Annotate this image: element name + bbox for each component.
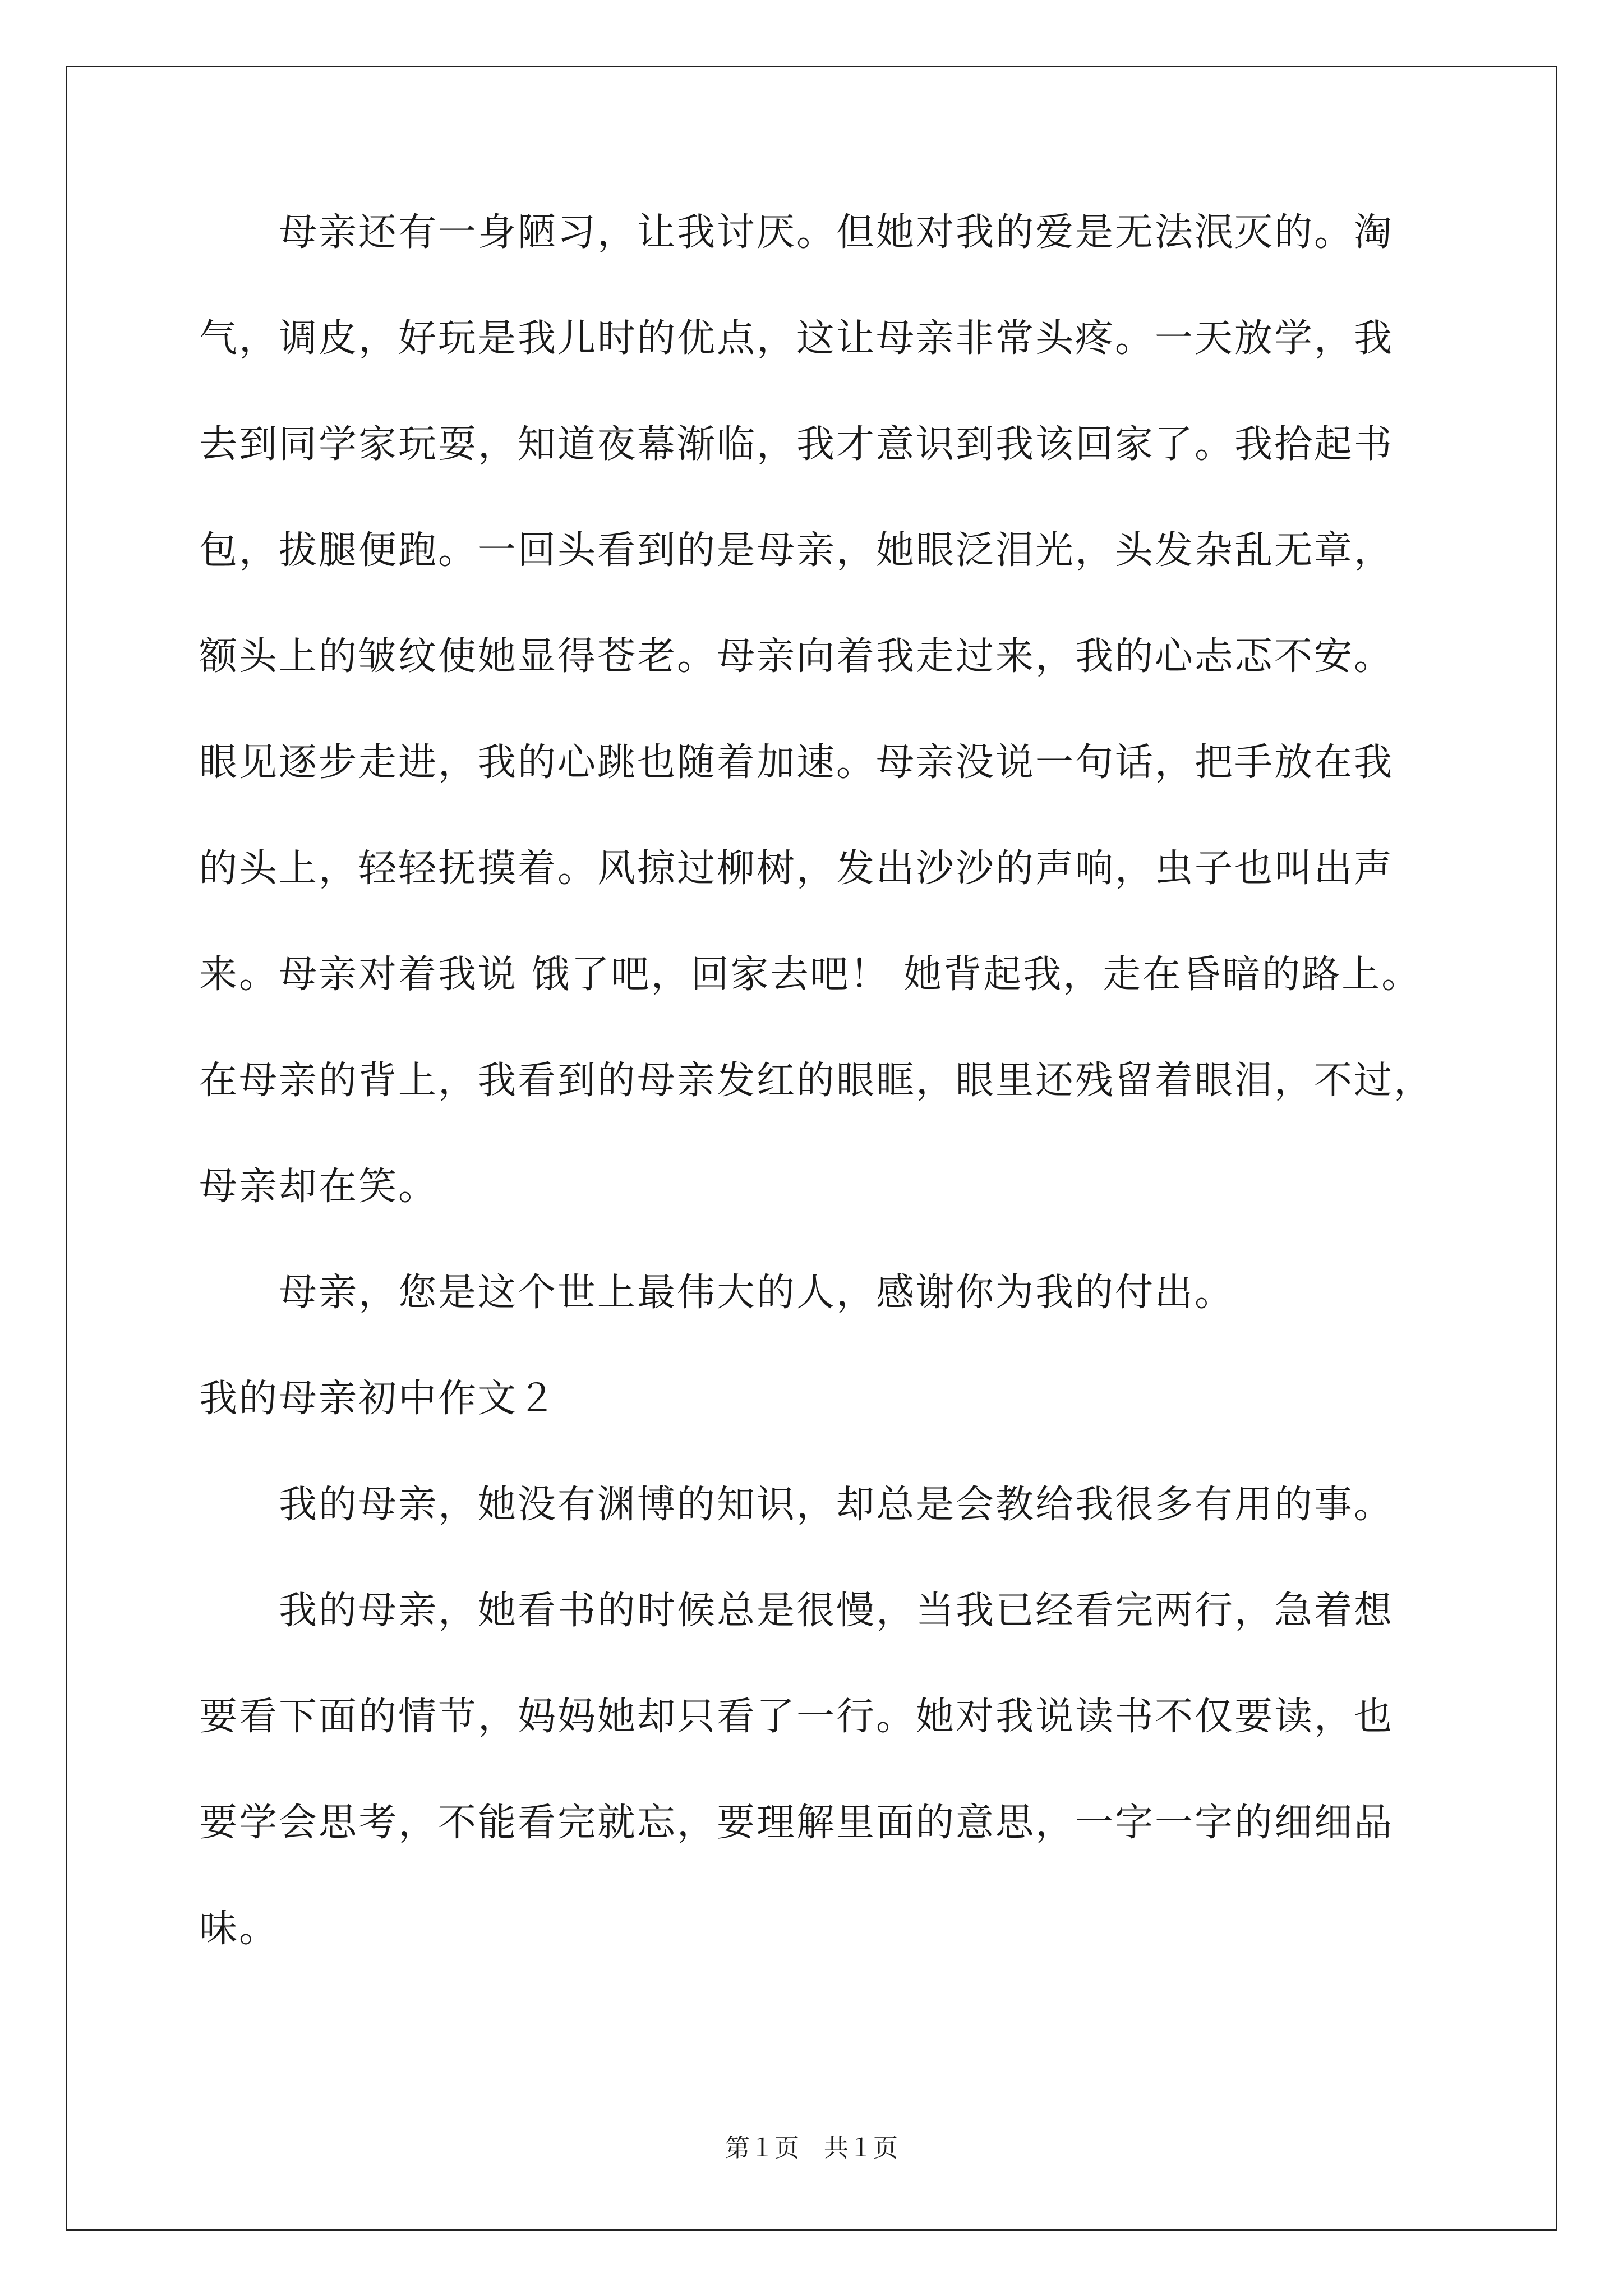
text-line: 母亲，您是这个世上最伟大的人，感谢你为我的付出。 xyxy=(199,1271,1235,1315)
page-footer: 第１页 共１页 xyxy=(725,2134,898,2162)
text-line: 的头上，轻轻抚摸着。风掠过柳树，发出沙沙的声响，虫子也叫出声 xyxy=(199,846,1394,891)
text-line: 要学会思考，不能看完就忘，要理解里面的意思，一字一字的细细品 xyxy=(199,1801,1394,1845)
text-line: 母亲却在笑。 xyxy=(199,1165,439,1209)
text-line: 我的母亲，她没有渊博的知识，却总是会教给我很多有用的事。 xyxy=(199,1483,1394,1527)
text-line: 额头上的皱纹使她显得苍老。母亲向着我走过来，我的心忐忑不安。 xyxy=(199,634,1394,679)
text-line: 包，拔腿便跑。一回头看到的是母亲，她眼泛泪光，头发杂乱无章， xyxy=(199,528,1394,573)
text-line: 味。 xyxy=(199,1907,279,1951)
page-border xyxy=(66,66,1557,2231)
text-line: 母亲还有一身陋习，让我讨厌。但她对我的爱是无法泯灭的。淘 xyxy=(199,210,1394,255)
text-line: 去到同学家玩耍，知道夜幕渐临，我才意识到我该回家了。我拾起书 xyxy=(199,422,1394,467)
section-heading: 我的母亲初中作文２ xyxy=(199,1377,558,1421)
text-line: 来。母亲对着我说 饿了吧，回家去吧！ 她背起我，走在昏暗的路上。 xyxy=(199,953,1422,997)
text-line: 气，调皮，好玩是我儿时的优点，这让母亲非常头疼。一天放学，我 xyxy=(199,316,1394,361)
text-line: 我的母亲，她看书的时候总是很慢，当我已经看完两行，急着想 xyxy=(199,1589,1394,1633)
text-line: 要看下面的情节，妈妈她却只看了一行。她对我说读书不仅要读，也 xyxy=(199,1695,1394,1739)
text-line: 眼见逐步走进，我的心跳也随着加速。母亲没说一句话，把手放在我 xyxy=(199,740,1394,785)
text-line: 在母亲的背上，我看到的母亲发红的眼眶，眼里还残留着眼泪，不过， xyxy=(199,1059,1434,1103)
